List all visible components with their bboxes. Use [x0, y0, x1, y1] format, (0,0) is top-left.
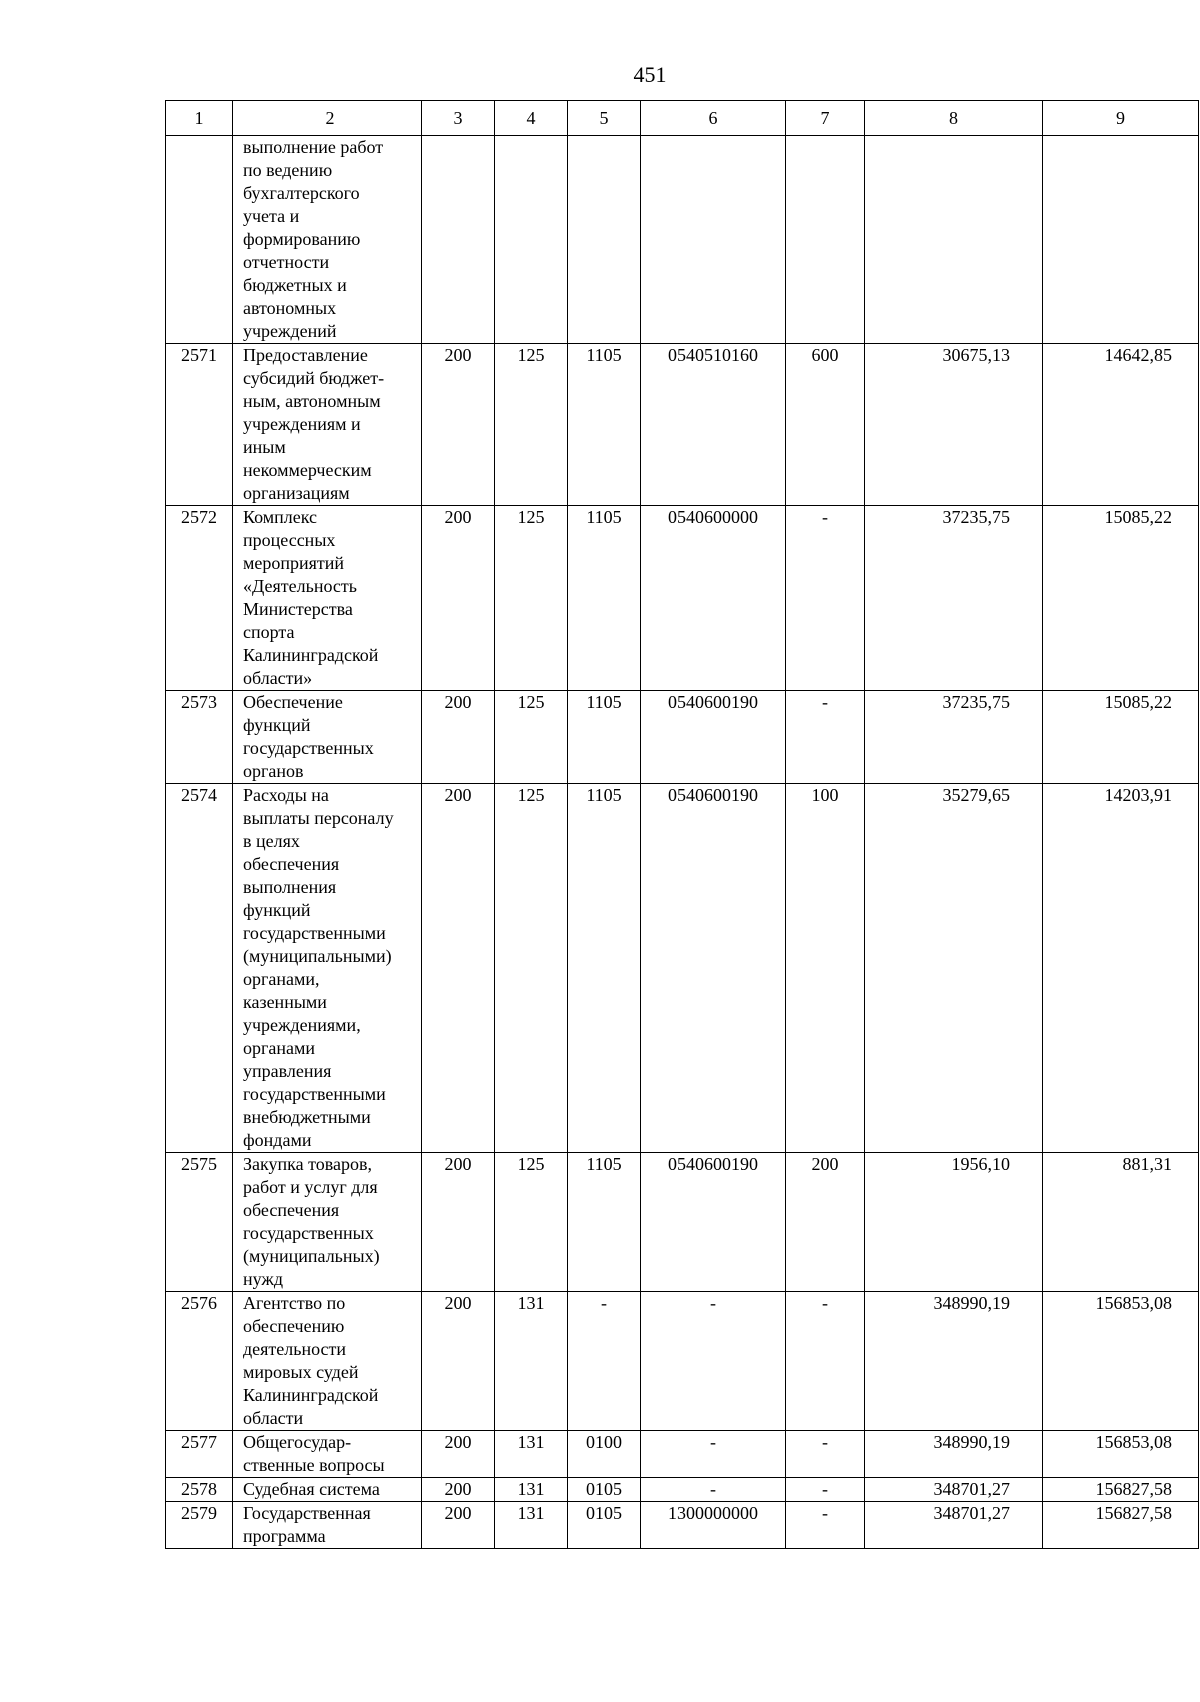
cell-amount-col9: 156827,58: [1043, 1502, 1199, 1549]
row-number: 2574: [166, 784, 233, 1153]
cell-col3: 200: [422, 506, 495, 691]
cell-col7: 600: [786, 344, 865, 506]
description-text: Государственная программа: [243, 1503, 371, 1546]
description-text: Закупка товаров, работ и услуг для обеспечения государственных (муниципальных) нужд: [243, 1154, 380, 1289]
cell-amount-col9: 156853,08: [1043, 1292, 1199, 1431]
cell-amount-col8: 37235,75: [865, 691, 1043, 784]
description-text: Обеспечение функций государственных органов: [243, 692, 374, 781]
table-row: [166, 691, 1199, 784]
table-row: [166, 1502, 1199, 1549]
row-number: 2577: [166, 1431, 233, 1478]
row-description: [233, 784, 422, 1153]
cell-col5: 0100: [568, 1431, 641, 1478]
description-text: Расходы на выплаты персоналу в целях обеспечения выполнения функций государственными (муниципальными) органами, казенными учреждениями, органами управления государственными внебюджетными фондами: [243, 785, 394, 1150]
table-row: [166, 784, 1199, 1153]
cell-col6: -: [641, 1478, 786, 1502]
column-header: 6: [641, 101, 786, 136]
cell-col6: 1300000000: [641, 1502, 786, 1549]
row-number: 2578: [166, 1478, 233, 1502]
description-text: выполнение работ по ведению бухгалтерского учета и формированию отчетности бюджетных и автономных учреждений: [243, 137, 384, 341]
cell-col4: 131: [495, 1502, 568, 1549]
page-number: 451: [633, 62, 667, 87]
cell-col4: 131: [495, 1431, 568, 1478]
cell-col4: [495, 136, 568, 344]
row-number: [166, 136, 233, 344]
row-description: [233, 506, 422, 691]
table-row: [166, 1292, 1199, 1431]
cell-amount-col9: 156827,58: [1043, 1478, 1199, 1502]
cell-col3: 200: [422, 1502, 495, 1549]
row-number: 2573: [166, 691, 233, 784]
cell-col5: 1105: [568, 506, 641, 691]
cell-amount-col9: 156853,08: [1043, 1431, 1199, 1478]
cell-col7: 200: [786, 1153, 865, 1292]
cell-col5: 1105: [568, 344, 641, 506]
cell-col3: 200: [422, 1292, 495, 1431]
cell-amount-col8: 348701,27: [865, 1502, 1043, 1549]
cell-amount-col8: 1956,10: [865, 1153, 1043, 1292]
column-header: 4: [495, 101, 568, 136]
budget-table: [165, 100, 1199, 1549]
row-description: [233, 1431, 422, 1478]
cell-amount-col8: [865, 136, 1043, 344]
column-header: 5: [568, 101, 641, 136]
cell-col6: 0540600190: [641, 691, 786, 784]
row-number: 2572: [166, 506, 233, 691]
column-header: 8: [865, 101, 1043, 136]
description-text: Комплекс процессных мероприятий «Деятельность Министерства спорта Калининградской области»: [243, 507, 379, 688]
row-description: [233, 344, 422, 506]
cell-amount-col8: 348990,19: [865, 1292, 1043, 1431]
cell-amount-col9: 14203,91: [1043, 784, 1199, 1153]
row-description: [233, 1153, 422, 1292]
row-number: 2576: [166, 1292, 233, 1431]
row-number: 2575: [166, 1153, 233, 1292]
cell-col3: 200: [422, 1478, 495, 1502]
cell-col5: 1105: [568, 784, 641, 1153]
cell-col5: 1105: [568, 691, 641, 784]
cell-col7: [786, 136, 865, 344]
cell-col7: 100: [786, 784, 865, 1153]
cell-amount-col9: 15085,22: [1043, 506, 1199, 691]
cell-col7: -: [786, 691, 865, 784]
column-header: 2: [233, 101, 422, 136]
cell-col6: 0540600190: [641, 1153, 786, 1292]
cell-amount-col9: 15085,22: [1043, 691, 1199, 784]
cell-col6: 0540600000: [641, 506, 786, 691]
column-header: 9: [1043, 101, 1199, 136]
cell-col4: 131: [495, 1292, 568, 1431]
cell-col3: 200: [422, 1153, 495, 1292]
cell-col5: -: [568, 1292, 641, 1431]
row-description: [233, 1502, 422, 1549]
cell-amount-col8: 348701,27: [865, 1478, 1043, 1502]
table-row: [166, 1478, 1199, 1502]
cell-amount-col9: 881,31: [1043, 1153, 1199, 1292]
row-description: [233, 1292, 422, 1431]
cell-col4: 125: [495, 784, 568, 1153]
cell-col6: 0540600190: [641, 784, 786, 1153]
cell-amount-col9: 14642,85: [1043, 344, 1199, 506]
cell-col6: -: [641, 1292, 786, 1431]
cell-col4: 125: [495, 506, 568, 691]
cell-col6: 0540510160: [641, 344, 786, 506]
row-description: [233, 1478, 422, 1502]
cell-col7: -: [786, 506, 865, 691]
cell-col5: 0105: [568, 1502, 641, 1549]
cell-col3: 200: [422, 691, 495, 784]
cell-amount-col8: 37235,75: [865, 506, 1043, 691]
description-text: Общегосудар- ственные вопросы: [243, 1432, 385, 1475]
cell-col5: 1105: [568, 1153, 641, 1292]
table-row: [166, 1153, 1199, 1292]
row-number: 2571: [166, 344, 233, 506]
cell-col7: -: [786, 1292, 865, 1431]
cell-col6: [641, 136, 786, 344]
cell-col5: 0105: [568, 1478, 641, 1502]
cell-amount-col8: 348990,19: [865, 1431, 1043, 1478]
cell-col4: 125: [495, 1153, 568, 1292]
table-header-row: [166, 101, 1199, 136]
cell-col3: [422, 136, 495, 344]
cell-col4: 125: [495, 691, 568, 784]
cell-col3: 200: [422, 344, 495, 506]
cell-col7: -: [786, 1502, 865, 1549]
column-header: 3: [422, 101, 495, 136]
table-row: [166, 344, 1199, 506]
cell-col5: [568, 136, 641, 344]
cell-amount-col8: 35279,65: [865, 784, 1043, 1153]
column-header: 1: [166, 101, 233, 136]
description-text: Предоставление субсидий бюджет- ным, автономным учреждениям и иным некоммерческим организациям: [243, 345, 385, 503]
cell-col7: -: [786, 1431, 865, 1478]
table-row: [166, 136, 1199, 344]
row-description: [233, 691, 422, 784]
table-row: [166, 1431, 1199, 1478]
cell-amount-col9: [1043, 136, 1199, 344]
row-number: 2579: [166, 1502, 233, 1549]
description-text: Судебная система: [243, 1479, 380, 1499]
cell-col4: 125: [495, 344, 568, 506]
cell-col3: 200: [422, 784, 495, 1153]
table-body: [166, 136, 1199, 1549]
table-row: [166, 506, 1199, 691]
row-description: [233, 136, 422, 344]
cell-col3: 200: [422, 1431, 495, 1478]
cell-col7: -: [786, 1478, 865, 1502]
cell-col6: -: [641, 1431, 786, 1478]
cell-col4: 131: [495, 1478, 568, 1502]
column-header: 7: [786, 101, 865, 136]
description-text: Агентство по обеспечению деятельности мировых судей Калининградской области: [243, 1293, 379, 1428]
cell-amount-col8: 30675,13: [865, 344, 1043, 506]
